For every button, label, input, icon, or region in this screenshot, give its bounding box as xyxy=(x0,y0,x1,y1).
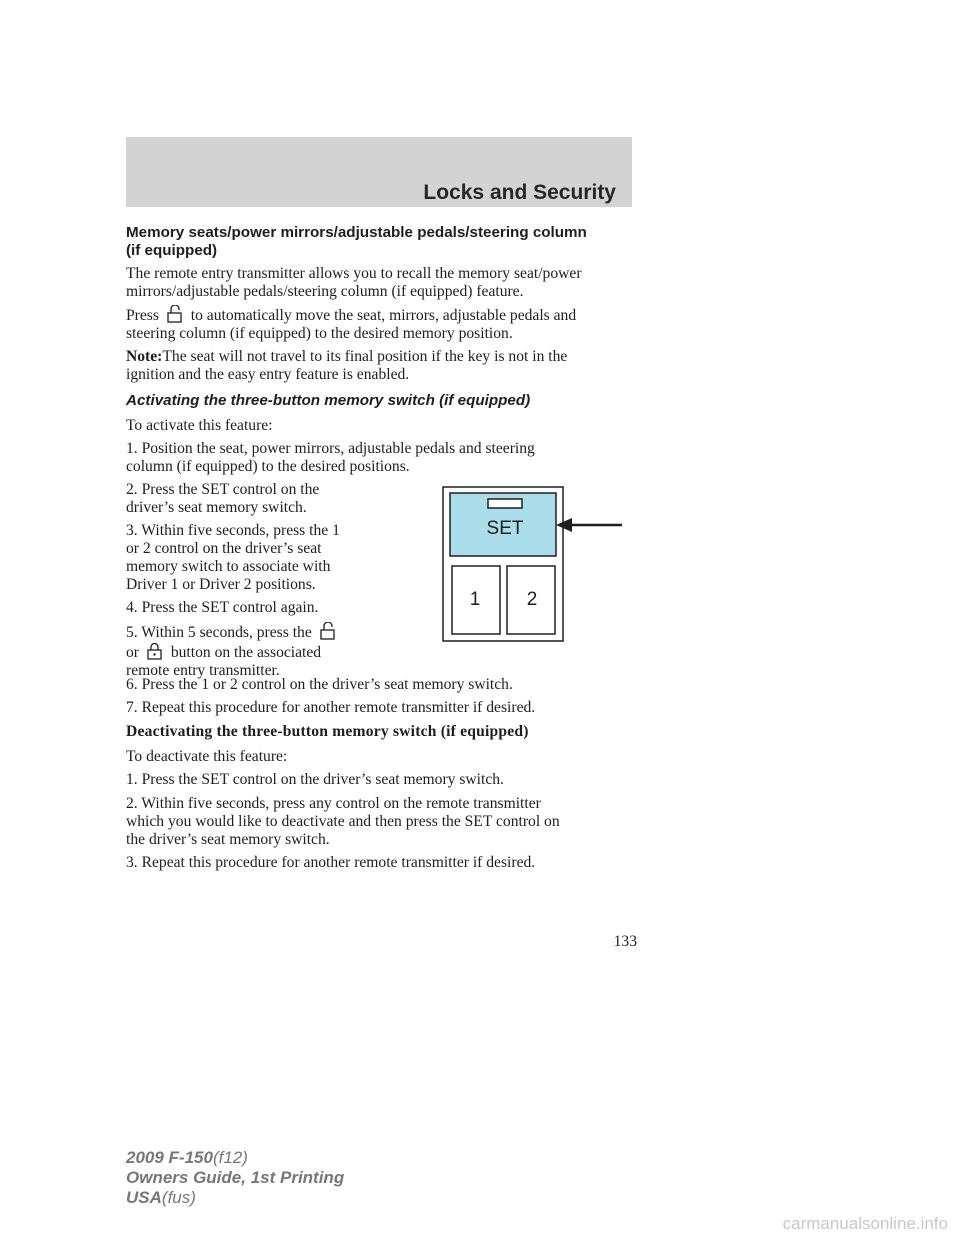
step-text: Driver 1 or Driver 2 positions. xyxy=(126,576,316,593)
note-text: ignition and the easy entry feature is enabled. xyxy=(126,366,410,383)
intro-line: mirrors/adjustable pedals/steering column (if equipped) feature. xyxy=(126,283,524,300)
deactivate-intro: To deactivate this feature: xyxy=(126,748,288,765)
document-footer xyxy=(126,1148,344,1208)
step-text: column (if equipped) to the desired positions. xyxy=(126,458,410,475)
step-text: 2. Within five seconds, press any control on the remote transmitter xyxy=(126,795,541,812)
note-text: The seat will not travel to its final position if the key is not in the xyxy=(162,348,568,365)
deactivate-step-1: 1. Press the SET control on the driver’s seat memory switch. xyxy=(126,771,504,788)
memory-heading xyxy=(126,224,646,260)
lock-icon xyxy=(144,642,166,660)
watermark: carmanualsonline.info xyxy=(782,1214,948,1233)
footer-guide: Owners Guide, 1st Printing xyxy=(126,1168,345,1187)
step-text: driver’s seat memory switch. xyxy=(126,499,307,516)
set-label: SET xyxy=(486,518,524,539)
memory-heading-line1: Memory seats/power mirrors/adjustable pedals/steering column xyxy=(126,224,587,241)
intro-paragraph xyxy=(126,265,646,301)
step-text: 5. Within 5 seconds, press the xyxy=(126,624,312,641)
unlock-icon xyxy=(164,305,186,323)
footer-market-code: (fus) xyxy=(161,1188,196,1207)
section-header-band xyxy=(126,137,632,207)
button-2-label: 2 xyxy=(526,589,538,610)
activate-step-5 xyxy=(126,622,416,680)
press-text: steering column (if equipped) to the desired memory position. xyxy=(126,325,513,342)
activate-step-3 xyxy=(126,522,416,594)
press-text: to automatically move the seat, mirrors, adjustable pedals and xyxy=(190,307,577,324)
unlock-icon xyxy=(317,622,339,640)
note-label: Note: xyxy=(126,348,163,365)
deactivate-step-3: 3. Repeat this procedure for another remote transmitter if desired. xyxy=(126,854,536,871)
activate-heading: Activating the three-button memory switch (if equipped) xyxy=(126,392,531,409)
footer-code: (f12) xyxy=(212,1148,248,1167)
activate-step-7: 7. Repeat this procedure for another remote transmitter if desired. xyxy=(126,699,536,716)
set-indicator-light xyxy=(488,499,522,508)
activate-step-6: 6. Press the 1 or 2 control on the driver’s seat memory switch. xyxy=(126,676,513,693)
memory-switch-diagram xyxy=(442,486,626,644)
step-text: the driver’s seat memory switch. xyxy=(126,831,330,848)
footer-model: 2009 F-150 xyxy=(126,1148,213,1167)
memory-heading-line2: (if equipped) xyxy=(126,242,218,259)
footer-market: USA xyxy=(126,1188,162,1207)
activate-step-4: 4. Press the SET control again. xyxy=(126,599,319,616)
step-text: or 2 control on the driver’s seat xyxy=(126,540,322,557)
activate-step-1 xyxy=(126,440,646,476)
press-paragraph xyxy=(126,305,646,343)
step-text: 1. Position the seat, power mirrors, adjustable pedals and steering xyxy=(126,440,535,457)
step-text: memory switch to associate with xyxy=(126,558,331,575)
press-text: Press xyxy=(126,307,159,324)
step-text: 2. Press the SET control on the xyxy=(126,481,320,498)
step-text: 3. Within five seconds, press the 1 xyxy=(126,522,340,539)
note-paragraph xyxy=(126,348,646,384)
intro-line: The remote entry transmitter allows you to recall the memory seat/power xyxy=(126,265,582,282)
activate-intro: To activate this feature: xyxy=(126,417,273,434)
page-number: 133 xyxy=(613,933,637,950)
deactivate-step-2 xyxy=(126,795,646,849)
button-1-label: 1 xyxy=(469,589,481,610)
step-text: which you would like to deactivate and then press the SET control on xyxy=(126,813,560,830)
step-text: or xyxy=(126,644,139,661)
activate-step-2 xyxy=(126,481,416,517)
deactivate-heading: Deactivating the three-button memory switch (if equipped) xyxy=(126,723,529,740)
section-title: Locks and Security xyxy=(423,181,616,204)
step-text: button on the associated xyxy=(170,644,322,661)
step-text: remote entry transmitter. xyxy=(126,662,280,679)
